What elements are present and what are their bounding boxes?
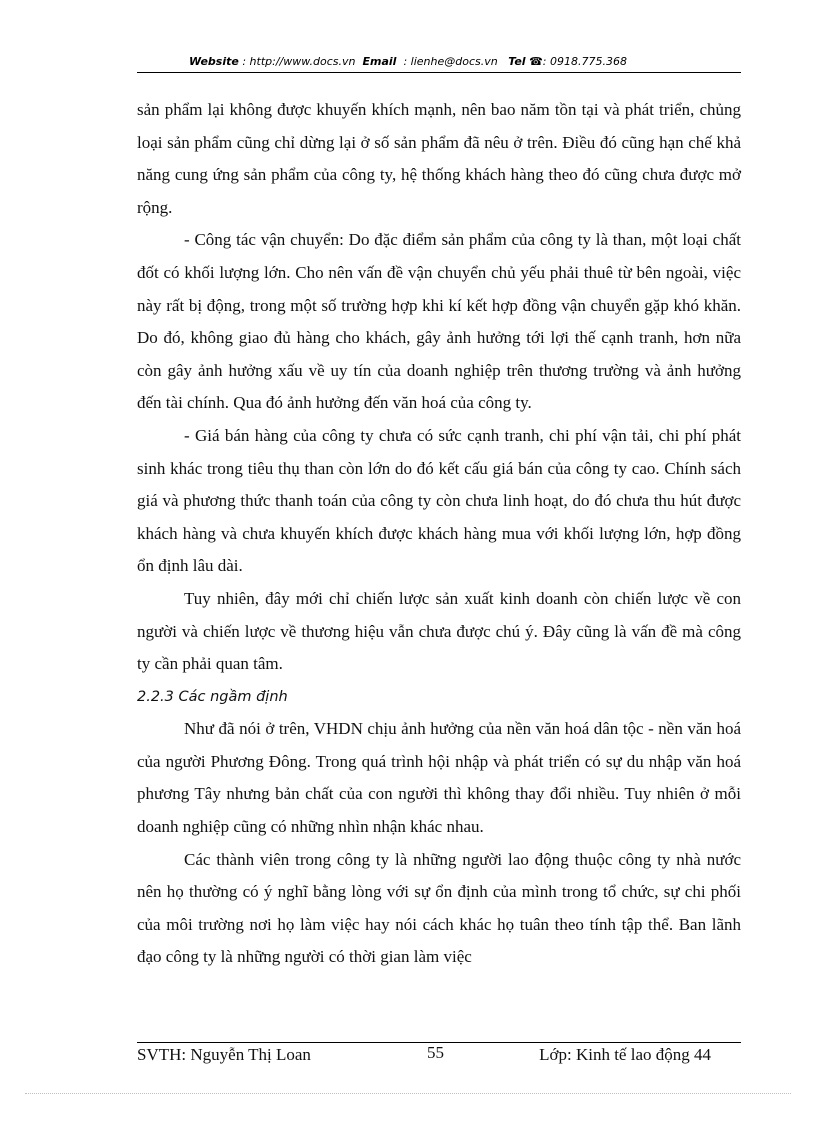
page-edge-divider (25, 1093, 791, 1094)
paragraph-4: Tuy nhiên, đây mới chỉ chiến lược sản xuất kinh doanh còn chiến lược về con người và chiến lược về thương hiệu vẫn chưa được chú ý. Đây cũng là vấn đề mà công ty cần phải quan tâm. (137, 588, 741, 674)
phone-icon: ☎ (529, 55, 543, 68)
page-number: 55 (427, 1043, 444, 1062)
paragraph-3: - Giá bán hàng của công ty chưa có sức cạnh tranh, chi phí vận tải, chi phí phát sinh khác trong tiêu thụ than còn lớn do đó kết cấu giá bán của công ty cao. Chính sách giá và phương thức thanh toán của công ty còn chưa linh hoạt, do đó chưa thu hút được khách hàng và chưa khuyến khích được khách hàng mua với khối lượng lớn, hợp đồng ổn định lâu dài. (137, 425, 741, 576)
page-header (0, 55, 816, 68)
section-heading: 2.2.3 Các ngầm định (137, 688, 288, 705)
paragraph-6: Các thành viên trong công ty là những người lao động thuộc công ty nhà nước nên họ thường có ý nghĩ bằng lòng với sự ổn định của mình trong tổ chức, sự chi phối của môi trường nơi họ làm việc hay nói cách khác họ tuân theo tính tập thể. Ban lãnh đạo công ty là những người có thời gian làm việc (137, 849, 741, 967)
tel-label: Tel (508, 55, 526, 68)
paragraph-1: sản phẩm lại không được khuyến khích mạnh, nên bao năm tồn tại và phát triển, chủng loại sản phẩm cũng chỉ dừng lại ở số sản phẩm đã nêu ở trên. Điều đó cũng hạn chế khả năng cung ứng sản phẩm của công ty, hệ thống khách hàng theo đó cũng chưa được mở rộng. (137, 100, 741, 217)
paragraph-5: Như đã nói ở trên, VHDN chịu ảnh hưởng của nền văn hoá dân tộc - nền văn hoá của người Phương Đông. Trong quá trình hội nhập và phát triển có sự du nhập văn hoá phương Tây nhưng bản chất của con người thì không thay đổi nhiều. Tuy nhiên ở mỗi doanh nghiệp cũng có những nhìn nhận khác nhau. (137, 719, 741, 837)
email-label: Email (362, 55, 397, 68)
paragraph-2: - Công tác vận chuyển: Do đặc điểm sản phẩm của công ty là than, một loại chất đốt có khối lượng lớn. Cho nên vấn đề vận chuyển chủ yếu phải thuê từ bên ngoài, việc này rất bị động, trong một số trường hợp khi kí kết hợp đồng vận chuyển gặp khó khăn. Do đó, không giao đủ hàng cho khách, gây ảnh hưởng tới lợi thế cạnh tranh, hơn nữa còn gây ảnh hưởng xấu về uy tín của doanh nghiệp trên thương trường và ảnh hưởng đến tài chính. Qua đó ảnh hưởng đến văn hoá của công ty. (137, 230, 741, 413)
document-body (137, 94, 741, 974)
header-divider (137, 72, 741, 73)
tel-value: : 0918.775.368 (542, 55, 627, 68)
footer-class: Lớp: Kinh tế lao động 44 (539, 1045, 711, 1064)
page-footer (137, 1045, 741, 1069)
website-label: Website (189, 55, 239, 68)
email-value: : lienhe@docs.vn (403, 55, 498, 68)
website-value: : http://www.docs.vn (242, 55, 356, 68)
footer-author: SVTH: Nguyễn Thị Loan (137, 1045, 311, 1064)
